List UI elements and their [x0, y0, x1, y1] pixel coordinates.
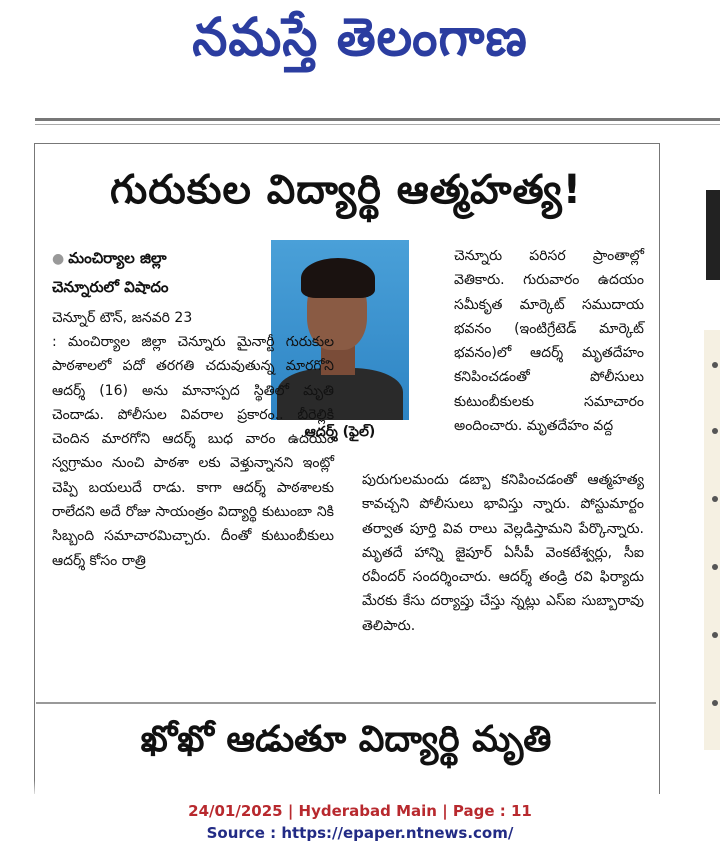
- article-headline: గురుకుల విద్యార్థి ఆత్మహత్య!: [110, 167, 582, 213]
- deck-line-1: ● మంచిర్యాల జిల్లా: [52, 249, 167, 267]
- article-column-1: : మంచిర్యాల జిల్లా చెన్నూరు మైనార్టీ గురుకుల పాఠశాలలో పదో తరగతి చదువుతున్న మారగోని ఆదర్శ్ (16) అను మానాస్పద స్థితిలో మృతి చెందాడు. పోలీసుల వివరాల ప్రకారం.. బీరెల్లికి చెందిన మారగోని ఆదర్శ్ బుధ వారం ఉదయం స్వగ్రామం నుంచి పాఠశా లకు వెళ్తున్నానని ఇంట్లో చెప్పి బయలుదే రాడు. కాగా ఆదర్శ్ పాఠశాలకు రాలేదని అదే రోజు సాయంత్రం విద్యార్థి కుటుంబా నికి సిబ్బంది సమాచారమిచ్చారు. దీంతో కుటుంబీకులు ఆదర్శ్ కోసం రాత్రి: [52, 334, 334, 569]
- bullet-icon: ●: [52, 251, 65, 267]
- article-column-2: చెన్నూరు పరిసర ప్రాంతాల్లో వెతికారు. గురువారం ఉదయం సమీకృత మార్కెట్ సముదాయ భవనం (ఇంటిగ్రేటెడ్ మార్కెట్ భవనం)లో ఆదర్శ్ మృతదేహం కనిపించడంతో పోలీసులు కుటుంబీకులకు సమాచారం అందించారు. మృతదేహం వద్ద: [454, 248, 644, 435]
- masthead: [0, 0, 720, 80]
- bullet-icon: [712, 564, 718, 570]
- adjacent-panel-edge: [704, 330, 720, 750]
- deck-line-2: చెన్నూరులో విషాదం: [52, 278, 169, 296]
- masthead-rule-thin: [35, 124, 720, 125]
- bullet-icon: [712, 428, 718, 434]
- epaper-footer: [0, 800, 720, 844]
- bullet-icon: [712, 496, 718, 502]
- bullet-icon: [712, 700, 718, 706]
- article-deck: [52, 244, 262, 301]
- footer-source-link[interactable]: Source : https://epaper.ntnews.com/: [206, 824, 514, 842]
- footer-meta: 24/01/2025 | Hyderabad Main | Page : 11: [188, 802, 532, 820]
- bullet-icon: [712, 362, 718, 368]
- masthead-rule: [35, 118, 720, 121]
- article-divider: [36, 702, 656, 704]
- article-column-3: పురుగులమందు డబ్బా కనిపించడంతో ఆత్మహత్య కావచ్చని పోలీసులు భావిస్తు న్నారు. పోస్టుమార్టం తర్వాత పూర్తి వివ రాలు వెల్లడిస్తామని పేర్కొన్నారు. మృతదే హాన్ని జైపూర్ ఏసీపీ వెంకటేశ్వర్లు, సీఐ రవీందర్ సందర్శించారు. ఆదర్శ్ తండ్రి రవి ఫిర్యాదు మేరకు కేసు దర్యాప్తు చేస్తు న్నట్లు ఎస్ఐ సుబ్బారావు తెలిపారు.: [362, 472, 644, 634]
- photo-caption: ఆదర్శ్ (ఫైల్): [304, 424, 376, 440]
- masthead-logo: నమస్తే తెలంగాణ: [192, 6, 528, 68]
- bullet-icon: [712, 632, 718, 638]
- photo-hair: [301, 258, 375, 298]
- adjacent-article-edge: [706, 190, 720, 280]
- dateline: చెన్నూర్ టౌన్, జనవరి 23: [52, 310, 193, 326]
- crop-edge: [34, 780, 658, 798]
- second-article-headline: ఖోఖో ఆడుతూ విద్యార్థి మృతి: [140, 719, 552, 760]
